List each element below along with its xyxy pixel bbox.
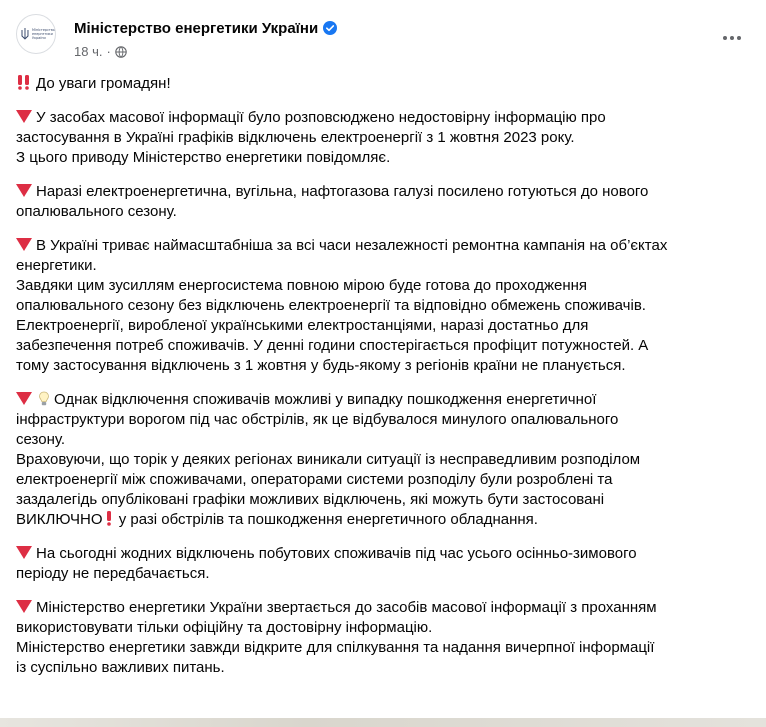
post-text-line: заздалегідь опубліковані графіки можливих відключень, які можуть бути застосовані — [16, 491, 605, 508]
post-text-line: електроенергії між споживачами, операторами системи розподілу були розроблені та — [16, 471, 613, 488]
red-triangle-icon — [16, 546, 32, 559]
verified-badge-icon — [323, 21, 337, 35]
post-text-line: із суспільно важливих питань. — [16, 659, 225, 676]
post-text-line: Міністерство енергетики завжди відкрите для спілкування та надання вичерпної інформації — [16, 639, 655, 656]
post-text-line: Електроенергії, виробленої українськими електростанціями, наразі достатньо для — [16, 317, 589, 334]
page-name-link[interactable] — [74, 20, 337, 37]
post-text-line: у разі обстрілів та пошкодження енергетичного обладнання. — [114, 511, 538, 528]
post-text-line: Міністерство енергетики України звертається до засобів масової інформації з проханням — [36, 599, 657, 616]
post-text-line: періоду не передбачається. — [16, 565, 210, 582]
paragraph-attention — [16, 74, 750, 94]
paragraph-2 — [16, 182, 750, 222]
post-text-line: інфраструктури ворогом під час обстрілів, як це відбувалося минулого опалювального — [16, 411, 619, 428]
post-text-line: Враховуючи, що торік у деяких регіонах виникали ситуації із несправедливим розподілом — [16, 451, 641, 468]
post-text-line: забезпечення потреб споживачів. У денні години спостерігається профіцит потужностей. А — [16, 337, 649, 354]
paragraph-4 — [16, 390, 750, 530]
red-triangle-icon — [16, 110, 32, 123]
red-triangle-icon — [16, 184, 32, 197]
exclamation-icon — [105, 510, 113, 526]
globe-icon[interactable] — [115, 46, 127, 58]
post-text-line: На сьогодні жодних відключень побутових споживачів під час усього осінньо-зимового — [36, 545, 637, 562]
post-body — [16, 74, 750, 692]
light-bulb-icon — [38, 391, 50, 407]
post-text-line: В Україні триває наймасштабніша за всі часи незалежності ремонтна кампанія на об’єктах — [36, 237, 668, 254]
post-text-line: сезону. — [16, 431, 66, 448]
paragraph-3 — [16, 236, 750, 376]
red-triangle-icon — [16, 238, 32, 251]
post-text-line: У засобах масової інформації було розповсюджено недостовірну інформацію про — [36, 109, 606, 126]
trident-icon — [21, 28, 29, 40]
red-triangle-icon — [16, 392, 32, 405]
post-text-line: Наразі електроенергетична, вугільна, нафтогазова галузі посилено готуються до нового — [36, 183, 649, 200]
post-text-line: використовувати тільки офіційну та достовірну інформацію. — [16, 619, 433, 636]
post-text-line: опалювального сезону без відключень електроенергії та відповідно обмежень споживачів. — [16, 297, 646, 314]
post-text-line: енергетики. — [16, 257, 97, 274]
post-text-line: тому застосування відключень з 1 жовтня у будь-якому з регіонів країни не планується. — [16, 357, 626, 374]
double-exclamation-icon — [16, 74, 32, 90]
attached-image-edge[interactable] — [0, 718, 766, 727]
post-text-line: опалювального сезону. — [16, 203, 177, 220]
page-name[interactable]: Міністерство енергетики України — [74, 20, 319, 37]
paragraph-1 — [16, 108, 750, 168]
avatar-logo-text: Міністерство енергетики України — [31, 28, 55, 40]
post-text-line: Однак відключення споживачів можливі у випадку пошкодження енергетичної — [54, 391, 597, 408]
post-text-line: ВИКЛЮЧНО — [16, 511, 103, 528]
post-text-line: застосування в Україні графіків відключень електроенергії з 1 жовтня 2023 року. — [16, 129, 575, 146]
more-options-icon[interactable] — [714, 26, 750, 50]
paragraph-5 — [16, 544, 750, 584]
post-text-line: Завдяки цим зусиллям енергосистема повною мірою буде готова до проходження — [16, 277, 588, 294]
paragraph-6 — [16, 598, 750, 678]
post-meta — [74, 44, 127, 59]
post-timestamp[interactable]: 18 ч. — [74, 44, 103, 59]
post-text-line: З цього приводу Міністерство енергетики повідомляє. — [16, 149, 391, 166]
meta-separator: · — [106, 44, 111, 59]
page-avatar[interactable] — [16, 14, 56, 54]
post-header — [16, 12, 750, 64]
red-triangle-icon — [16, 600, 32, 613]
post-text-line: До уваги громадян! — [36, 75, 171, 92]
